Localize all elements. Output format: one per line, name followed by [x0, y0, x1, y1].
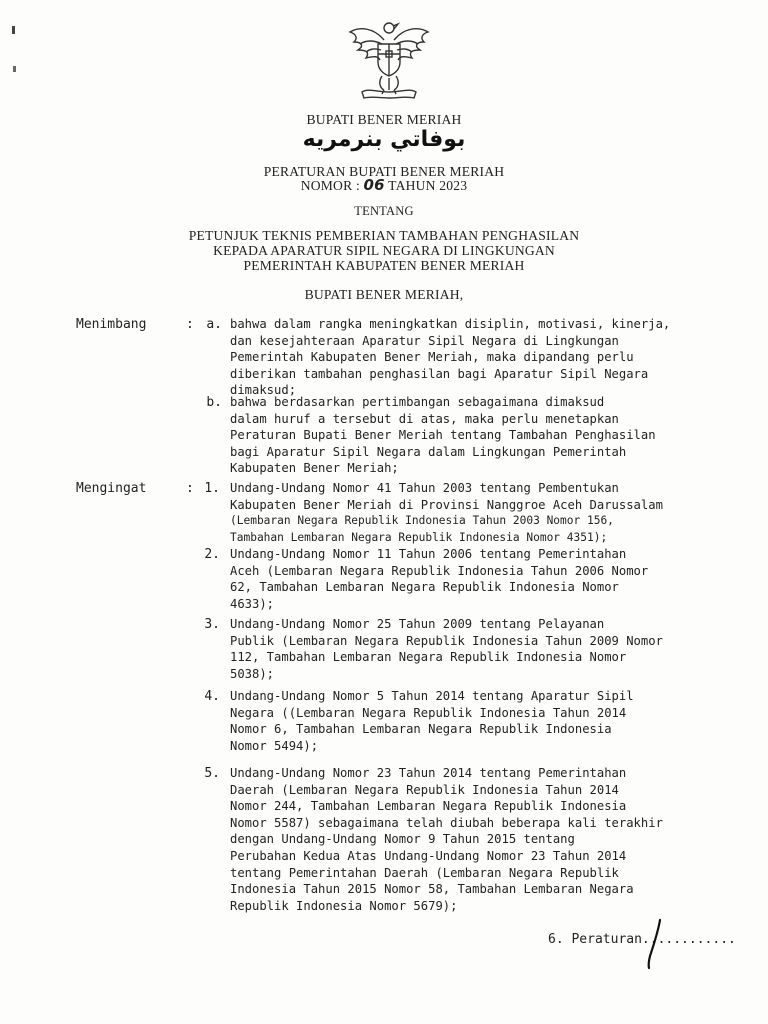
- mengingat-marker-5: 5.: [204, 766, 220, 781]
- text-line: 5038);: [230, 666, 275, 681]
- mengingat-marker-3: 3.: [204, 617, 220, 632]
- mengingat-label: Mengingat: [76, 481, 147, 496]
- regulation-number: 06: [363, 176, 385, 194]
- text-line: Tambahan Lembaran Negara Republik Indonesia Nomor 4351);: [230, 530, 608, 544]
- text-line: Indonesia Tahun 2015 Nomor 58, Tambahan Lembaran Negara: [230, 882, 634, 897]
- regulation-number-line: [0, 178, 768, 193]
- menimbang-item-b: [230, 394, 712, 477]
- menimbang-marker-a: a.: [206, 317, 222, 332]
- mengingat-marker-1: 1.: [204, 481, 220, 496]
- text-line: 112, Tambahan Lembaran Negara Republik Indonesia Nomor: [230, 650, 627, 665]
- text-line: Undang-Undang Nomor 23 Tahun 2014 tentang Pemerintahan: [230, 766, 627, 780]
- text-line: bahwa berdasarkan pertimbangan sebagaimana dimaksud: [230, 395, 605, 409]
- text-line: bahwa dalam rangka meningkatkan disiplin, motivasi, kinerja,: [230, 317, 671, 331]
- text-line: dalam huruf a tersebut di atas, maka perlu menetapkan: [230, 411, 619, 426]
- subject-line-1: PETUNJUK TEKNIS PEMBERIAN TAMBAHAN PENGHASILAN: [188, 228, 580, 243]
- mengingat-marker-2: 2.: [204, 547, 220, 562]
- regulation-year: TAHUN 2023: [388, 178, 468, 193]
- text-line: tentang Pemerintahan Daerah (Lembaran Negara Republik: [230, 865, 619, 880]
- mengingat-marker-4: 4.: [204, 689, 220, 704]
- mengingat-item-2: [230, 546, 712, 612]
- text-line: Perubahan Kedua Atas Undang-Undang Nomor 23 Tahun 2014: [230, 848, 627, 863]
- text-line: dengan Undang-Undang Nomor 9 Tahun 2015 tentang: [230, 832, 575, 847]
- garuda-pancasila-emblem-icon: [344, 18, 434, 104]
- regent-title: BUPATI BENER MERIAH: [306, 112, 462, 127]
- text-line: Daerah (Lembaran Negara Republik Indonesia Tahun 2014: [230, 782, 619, 797]
- mengingat-item-5: [230, 765, 712, 914]
- text-line: (Lembaran Negara Republik Indonesia Tahun 2003 Nomor 156,: [230, 514, 614, 528]
- mengingat-colon: :: [186, 481, 194, 496]
- text-line: Undang-Undang Nomor 5 Tahun 2014 tentang Aparatur Sipil: [230, 689, 634, 703]
- paraf-signature-icon: [640, 918, 668, 970]
- text-line: Nomor 244, Tambahan Lembaran Negara Republik Indonesia: [230, 799, 627, 814]
- text-line: diberikan tambahan penghasilan bagi Aparatur Sipil Negara: [230, 366, 649, 381]
- enacting-authority: BUPATI BENER MERIAH,: [304, 287, 464, 302]
- menimbang-label: Menimbang: [76, 317, 147, 332]
- text-line: dimaksud;: [230, 383, 297, 398]
- text-line: bagi Aparatur Sipil Negara dalam Lingkungan Pemerintah: [230, 444, 627, 459]
- text-line: Kabupaten Bener Meriah di Provinsi Nanggroe Aceh Darussalam: [230, 497, 663, 512]
- continuation-prefix: 6. Peraturan...: [548, 932, 666, 947]
- text-line: Undang-Undang Nomor 25 Tahun 2009 tentang Pelayanan: [230, 617, 605, 631]
- text-line: dan kesejahteraan Aparatur Sipil Negara di Lingkungan: [230, 333, 619, 348]
- regent-title-arabic: بوفاتي بنرمريه: [302, 127, 466, 152]
- menimbang-item-a: [230, 316, 712, 399]
- subject-line-3: PEMERINTAH KABUPATEN BENER MERIAH: [243, 258, 525, 273]
- text-line: 62, Tambahan Lembaran Negara Republik Indonesia Nomor: [230, 580, 619, 595]
- text-line: Undang-Undang Nomor 41 Tahun 2003 tentang Pembentukan: [230, 481, 619, 495]
- subject-line-2: KEPADA APARATUR SIPIL NEGARA DI LINGKUNGAN: [213, 243, 555, 258]
- text-line: Pemerintah Kabupaten Bener Meriah, maka dipandang perlu: [230, 350, 634, 365]
- text-line: Nomor 5587) sebagaimana telah diubah beberapa kali terakhir: [230, 815, 663, 830]
- text-line: 4633);: [230, 596, 275, 611]
- regulation-nomor-prefix: NOMOR :: [300, 178, 360, 193]
- text-line: Nomor 6, Tambahan Lembaran Negara Republik Indonesia: [230, 722, 612, 737]
- text-line: Kabupaten Bener Meriah;: [230, 461, 399, 476]
- text-line: Nomor 5494);: [230, 738, 319, 753]
- scan-margin-marks: [8, 22, 20, 82]
- text-line: Undang-Undang Nomor 11 Tahun 2006 tentang Pemerintahan: [230, 547, 627, 561]
- menimbang-colon: :: [186, 317, 194, 332]
- text-line: Peraturan Bupati Bener Meriah tentang Tambahan Penghasilan: [230, 428, 656, 443]
- text-line: Publik (Lembaran Negara Republik Indonesia Tahun 2009 Nomor: [230, 633, 663, 648]
- mengingat-item-3: [230, 616, 712, 682]
- regulation-title: PERATURAN BUPATI BENER MERIAH: [263, 164, 505, 179]
- mengingat-item-4: [230, 688, 712, 754]
- mengingat-item-1: [230, 480, 712, 546]
- text-line: Republik Indonesia Nomor 5679);: [230, 898, 458, 913]
- text-line: Aceh (Lembaran Negara Republik Indonesia Tahun 2006 Nomor: [230, 563, 649, 578]
- tentang-heading: TENTANG: [354, 204, 414, 218]
- menimbang-marker-b: b.: [206, 395, 222, 410]
- text-line: Negara ((Lembaran Negara Republik Indonesia Tahun 2014: [230, 705, 627, 720]
- continuation-suffix: .........: [665, 932, 736, 947]
